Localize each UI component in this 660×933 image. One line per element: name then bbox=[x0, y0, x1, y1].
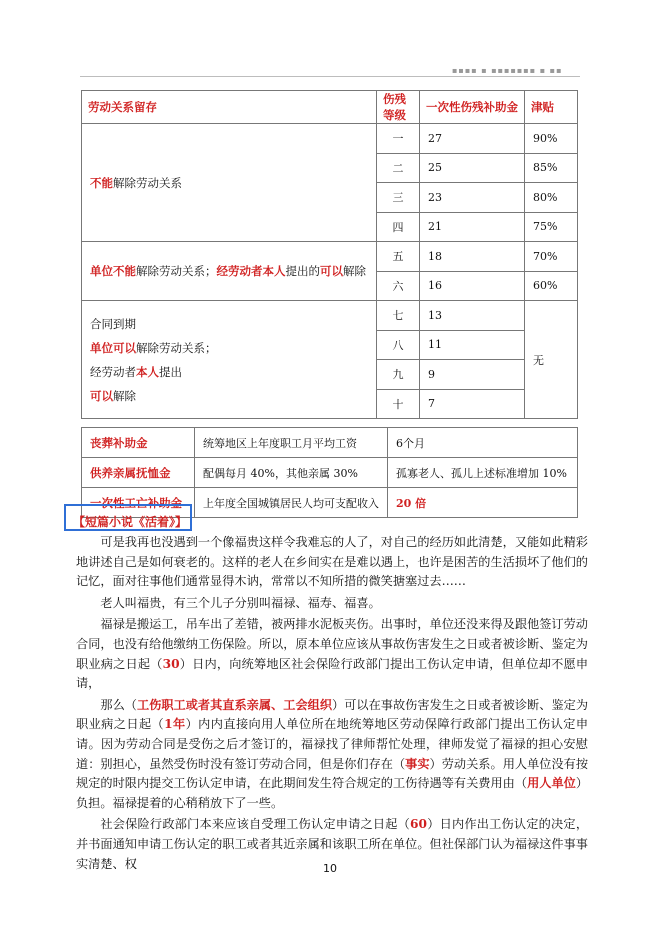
condition-text: 可以 bbox=[320, 264, 343, 278]
grade-cell: 二 bbox=[377, 153, 420, 183]
paragraph-text: 那么（ bbox=[100, 697, 137, 712]
condition-text: 经劳动者 bbox=[90, 364, 136, 379]
condition-text: 解除 bbox=[343, 264, 366, 278]
months-cell: 21 bbox=[420, 212, 525, 242]
months-cell: 13 bbox=[420, 301, 525, 331]
amount-cell: 20 倍 bbox=[388, 488, 578, 518]
paragraph-text: 社会保险行政部门本来应该自受理工伤认定申请之日起（ bbox=[100, 817, 411, 832]
highlighted-term: 工伤职工或者其直系亲属、工会组织 bbox=[136, 697, 333, 712]
table-row bbox=[82, 124, 578, 154]
grade-cell: 一 bbox=[377, 124, 420, 154]
grade-cell: 八 bbox=[377, 330, 420, 360]
column-header: 伤残等级 bbox=[377, 91, 420, 124]
months-cell: 16 bbox=[420, 271, 525, 301]
condition-text: 本人 bbox=[136, 364, 159, 379]
condition-text: 经劳动者本人 bbox=[216, 264, 286, 278]
table-row bbox=[82, 458, 578, 488]
amount-cell: 孤寡老人、孤儿上述标准增加 10% bbox=[388, 458, 578, 488]
table-row bbox=[82, 428, 578, 458]
condition-text: 单位可以 bbox=[90, 340, 136, 355]
item-name-cell: 供养亲属抚恤金 bbox=[82, 458, 195, 488]
table-row bbox=[82, 301, 578, 331]
highlighted-term: 60 bbox=[410, 817, 427, 832]
basis-cell: 统筹地区上年度职工月平均工资 bbox=[195, 428, 388, 458]
condition-text: 提出 bbox=[159, 364, 182, 379]
paragraph-text: 可是我再也没遇到一个像福贵这样令我难忘的人了，对自己的经历如此清楚，又能如此精彩地讲述自己是如何衰老的。这样的老人在乡间实在是难以遇上，也许是困苦的生活损坏了他们的记忆，面对往事他们通常显得木讷，常常以不知所措的微笑搪塞过去…… bbox=[76, 535, 588, 589]
basis-cell: 配偶每月 40%，其他亲属 30% bbox=[195, 458, 388, 488]
condition-text: 解除劳动关系； bbox=[136, 264, 217, 278]
item-name-cell: 丧葬补助金 bbox=[82, 428, 195, 458]
condition-line bbox=[90, 171, 368, 195]
excerpt-title: 【短篇小说《活着》】 bbox=[73, 515, 188, 529]
grade-cell: 九 bbox=[377, 360, 420, 390]
paragraph-text: ）内内直接向用人单位所在地统筹地区劳动保障行政部门提出工伤认定申请。因为劳动合同是受伤之后才签订的，福禄找了律师帮忙处理，律师发觉了福禄的担心安慰道：别担心，虽然受伤时没有签订劳动合同，但是你们存在（ bbox=[76, 717, 589, 771]
months-cell: 25 bbox=[420, 153, 525, 183]
condition-text: 解除 bbox=[113, 388, 136, 403]
grade-cell: 七 bbox=[377, 301, 420, 331]
condition-text: 合同到期 bbox=[90, 316, 136, 331]
condition-cell bbox=[82, 124, 377, 242]
paragraph-text: ）可以在事故伤害发生之日或者被诊断、鉴定为职业病之日起（ bbox=[76, 697, 589, 732]
allowance-cell: 无 bbox=[525, 301, 578, 419]
allowance-cell: 75% bbox=[525, 212, 578, 242]
column-header: 一次性伤残补助金 bbox=[420, 91, 525, 124]
paragraph bbox=[76, 696, 588, 814]
paragraph bbox=[76, 594, 588, 614]
highlighted-term: 1年 bbox=[164, 717, 186, 732]
amount-cell: 6个月 bbox=[388, 428, 578, 458]
table-row bbox=[82, 242, 578, 272]
column-header: 劳动关系留存 bbox=[82, 91, 377, 124]
paragraph-text: ）日内，向统筹地区社会保险行政部门提出工伤认定申请，但单位却不愿申请， bbox=[76, 656, 589, 691]
condition-text: 解除劳动关系； bbox=[136, 340, 217, 355]
months-cell: 7 bbox=[420, 389, 525, 419]
disability-compensation-table bbox=[81, 90, 578, 419]
header-watermark: ▪▪▪▪ ▪ ▪▪▪▪▪▪▪ ▪ ▪▪ bbox=[452, 66, 563, 75]
condition-line bbox=[90, 360, 368, 384]
months-cell: 23 bbox=[420, 183, 525, 213]
highlighted-term: 用人单位 bbox=[527, 776, 576, 791]
highlighted-term: 30 bbox=[162, 656, 180, 671]
grade-cell: 四 bbox=[377, 212, 420, 242]
column-header: 津贴 bbox=[525, 91, 578, 124]
allowance-cell: 85% bbox=[525, 153, 578, 183]
allowance-cell: 70% bbox=[525, 242, 578, 272]
condition-line bbox=[90, 384, 368, 408]
highlighted-term: 事实 bbox=[405, 756, 430, 771]
grade-cell: 十 bbox=[377, 389, 420, 419]
months-cell: 9 bbox=[420, 360, 525, 390]
condition-text: 解除劳动关系 bbox=[113, 175, 182, 190]
months-cell: 18 bbox=[420, 242, 525, 272]
page-number: 10 bbox=[323, 862, 337, 875]
paragraph bbox=[76, 615, 588, 693]
condition-text: 提出的 bbox=[285, 264, 320, 278]
months-cell: 11 bbox=[420, 330, 525, 360]
condition-text: 可以 bbox=[90, 388, 113, 403]
allowance-cell: 60% bbox=[525, 271, 578, 301]
condition-line bbox=[90, 312, 368, 336]
condition-cell bbox=[82, 301, 377, 419]
grade-cell: 五 bbox=[377, 242, 420, 272]
condition-text: 不能 bbox=[90, 175, 113, 190]
condition-line bbox=[90, 259, 368, 283]
grade-cell: 六 bbox=[377, 271, 420, 301]
paragraph-text: ）劳动关系。用人单位没有按规定的时限内提交工伤认定申请，在此期间发生符合规定的工伤待遇等有关费用由（ bbox=[76, 756, 589, 791]
condition-line bbox=[90, 336, 368, 360]
condition-text: 单位不能 bbox=[90, 264, 136, 278]
grade-cell: 三 bbox=[377, 183, 420, 213]
paragraph-text: ）日内作出工伤认定的决定，并书面通知申请工伤认定的职工或者其近亲属和该职工所在单位。但社保部门认为福禄这件事事实清楚、权 bbox=[76, 817, 589, 871]
basis-cell: 上年度全国城镇居民人均可支配收入 bbox=[195, 488, 388, 518]
paragraph-text: 老人叫福贵，有三个儿子分别叫福禄、福寿、福喜。 bbox=[100, 595, 381, 610]
paragraph-text: ）负担。福禄提着的心稍稍放下了一些。 bbox=[76, 776, 589, 810]
months-cell: 27 bbox=[420, 124, 525, 154]
header-rule bbox=[80, 76, 580, 77]
table-header-row bbox=[82, 91, 578, 124]
story-text bbox=[76, 533, 588, 876]
allowance-cell: 90% bbox=[525, 124, 578, 154]
paragraph-text: 福禄是搬运工，吊车出了差错，被两排水泥板夹伤。出事时，单位还没来得及跟他签订劳动合同，也没有给他缴纳工伤保险。所以，原本单位应该从事故伤害发生之日或者被诊断、鉴定为职业病之日起（ bbox=[76, 617, 588, 671]
condition-cell bbox=[82, 242, 377, 301]
item-name-cell: 一次性工亡补助金 bbox=[82, 488, 195, 518]
allowance-cell: 80% bbox=[525, 183, 578, 213]
paragraph bbox=[76, 533, 588, 592]
